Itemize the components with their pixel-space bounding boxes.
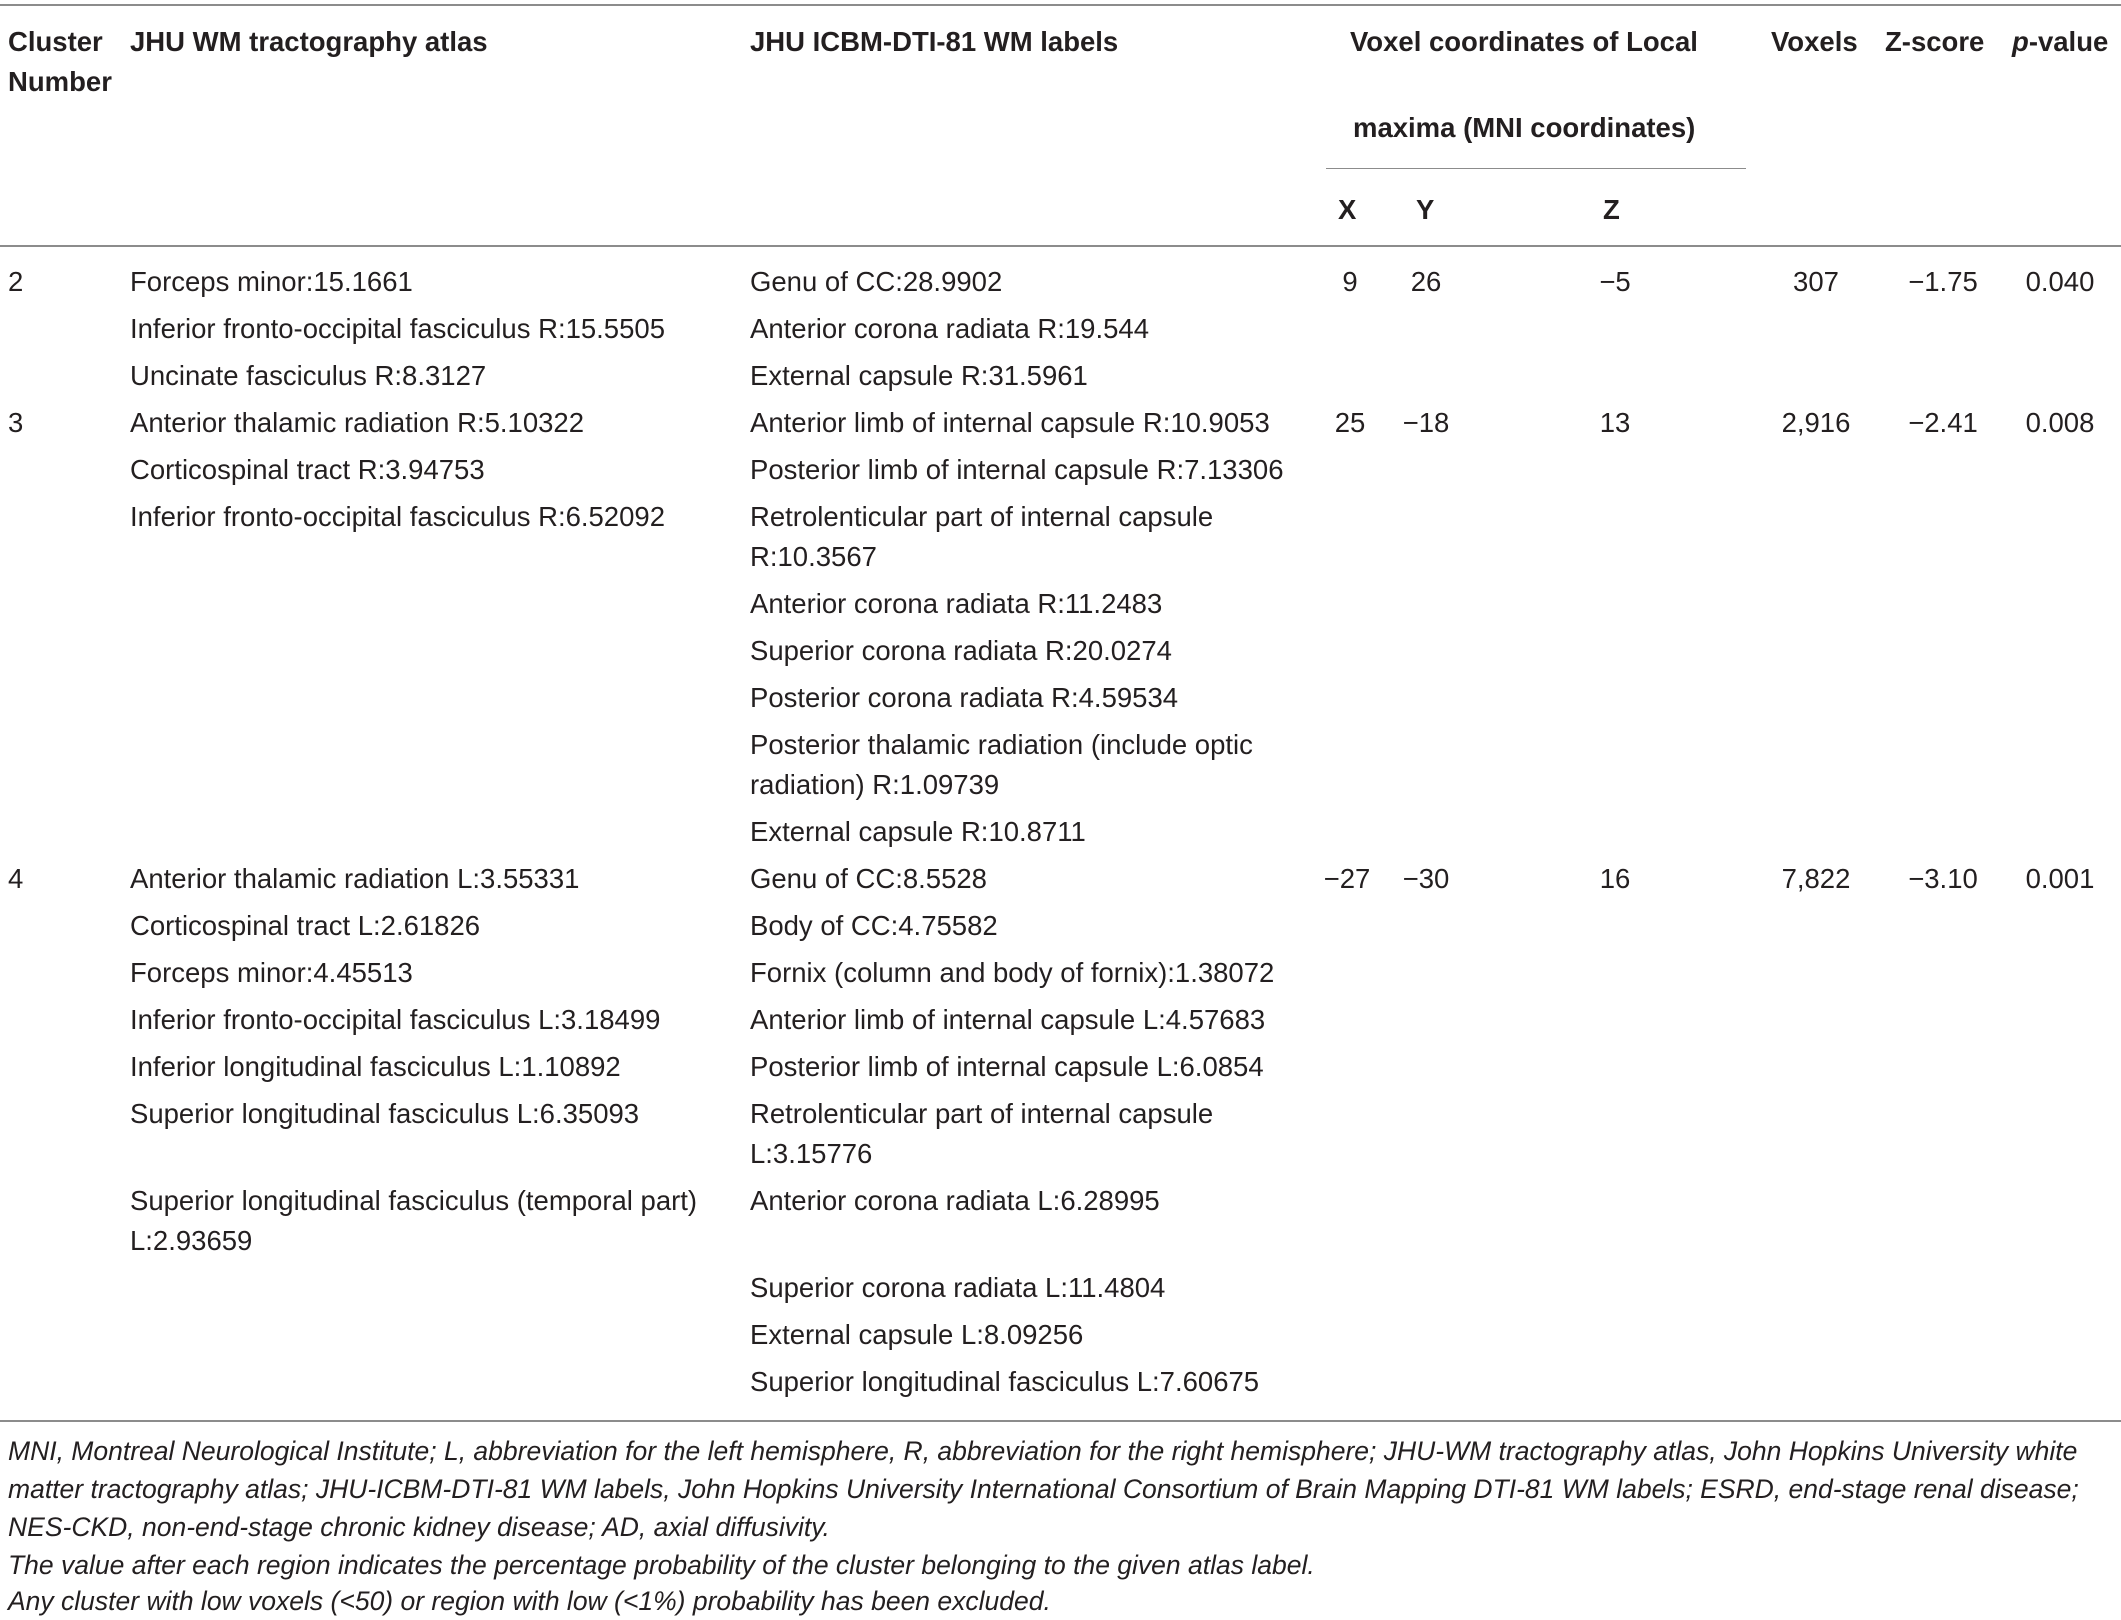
icbm-label: Posterior corona radiata R:4.59534 (750, 682, 1179, 713)
cluster-number: 3 (8, 407, 24, 438)
icbm-label: Retrolenticular part of internal capsule L:3.15776 (750, 1098, 1214, 1169)
header-cluster-number: Cluster Number (8, 26, 112, 97)
tract-label: Superior longitudinal fasciculus L:6.35093 (130, 1098, 640, 1129)
coord-z: 16 (1599, 863, 1631, 894)
header-rule (0, 245, 2121, 247)
header-y: Y (1416, 194, 1435, 225)
tract-label: Anterior thalamic radiation L:3.55331 (130, 863, 580, 894)
cluster-number: 2 (8, 266, 24, 297)
icbm-label: Anterior limb of internal capsule L:4.57683 (750, 1004, 1266, 1035)
coord-y: −30 (1402, 863, 1450, 894)
coord-z: −5 (1599, 266, 1631, 297)
header-voxels: Voxels (1771, 26, 1858, 57)
voxels-value: 2,916 (1781, 407, 1851, 438)
icbm-label: Posterior limb of internal capsule L:6.0854 (750, 1051, 1264, 1082)
icbm-label: Anterior limb of internal capsule R:10.9053 (750, 407, 1270, 438)
tract-label: Forceps minor:15.1661 (130, 266, 413, 297)
icbm-label: Posterior limb of internal capsule R:7.13306 (750, 454, 1284, 485)
table-footnote-probability: The value after each region indicates the percentage probability of the cluster belonging to the given atlas label. (8, 1550, 1315, 1580)
tract-label: Corticospinal tract R:3.94753 (130, 454, 485, 485)
header-coords-line1: Voxel coordinates of Local (1350, 26, 1698, 57)
header-p-rest: -value (2028, 26, 2109, 57)
header-p-value (2012, 22, 2108, 62)
icbm-label: External capsule R:10.8711 (750, 816, 1086, 847)
tract-label: Anterior thalamic radiation R:5.10322 (130, 407, 585, 438)
tract-label: Forceps minor:4.45513 (130, 957, 413, 988)
tract-label: Uncinate fasciculus R:8.3127 (130, 360, 487, 391)
icbm-label: Superior corona radiata R:20.0274 (750, 635, 1172, 666)
table-footnote-abbreviations: MNI, Montreal Neurological Institute; L, abbreviation for the left hemisphere, R, abbreviation for the right hemisphere; JHU-WM tractography atlas, John Hopkins University white matter tractography atlas; JHU-ICBM-DTI-81 WM labels, John Hopkins University International Consortium of Brain Mapping DTI-81 WM labels; ESRD, end-stage renal disease; NES-CKD, non-end-stage chronic kidney disease; AD, axial diffusivity. (8, 1436, 2079, 1542)
p-value: 0.001 (2025, 863, 2095, 894)
icbm-label: External capsule L:8.09256 (750, 1319, 1084, 1350)
header-z-score: Z-score (1885, 26, 1985, 57)
z-score-value: −1.75 (1908, 266, 1978, 297)
icbm-label: Anterior corona radiata R:11.2483 (750, 588, 1163, 619)
voxels-value: 7,822 (1781, 863, 1851, 894)
icbm-label: Anterior corona radiata L:6.28995 (750, 1185, 1160, 1216)
p-value: 0.008 (2025, 407, 2095, 438)
z-score-value: −2.41 (1908, 407, 1978, 438)
coord-x: −27 (1323, 863, 1371, 894)
header-jhu-tractography: JHU WM tractography atlas (130, 26, 488, 57)
bottom-rule (0, 1420, 2121, 1422)
top-rule (0, 4, 2121, 6)
tract-label: Inferior fronto-occipital fasciculus L:3.18499 (130, 1004, 661, 1035)
coord-x: 9 (1342, 266, 1358, 297)
coords-header-rule (1326, 168, 1746, 169)
tract-label: Inferior fronto-occipital fasciculus R:15.5505 (130, 313, 665, 344)
icbm-label: Genu of CC:28.9902 (750, 266, 1003, 297)
p-value: 0.040 (2025, 266, 2095, 297)
tract-label: Inferior fronto-occipital fasciculus R:6.52092 (130, 501, 665, 532)
coord-x: 25 (1334, 407, 1366, 438)
header-p-italic: p (2012, 26, 2029, 57)
tract-label: Inferior longitudinal fasciculus L:1.10892 (130, 1051, 621, 1082)
coord-z: 13 (1599, 407, 1631, 438)
icbm-label: External capsule R:31.5961 (750, 360, 1088, 391)
icbm-label: Genu of CC:8.5528 (750, 863, 987, 894)
icbm-label: Superior longitudinal fasciculus L:7.60675 (750, 1366, 1260, 1397)
icbm-label: Anterior corona radiata R:19.544 (750, 313, 1149, 344)
coord-y: 26 (1410, 266, 1442, 297)
header-coords-line2: maxima (MNI coordinates) (1353, 112, 1696, 143)
voxels-value: 307 (1793, 266, 1839, 297)
icbm-label: Body of CC:4.75582 (750, 910, 998, 941)
header-x: X (1338, 194, 1357, 225)
header-z: Z (1603, 194, 1620, 225)
header-jhu-icbm: JHU ICBM-DTI-81 WM labels (750, 26, 1119, 57)
table-footnote-exclusion: Any cluster with low voxels (<50) or region with low (<1%) probability has been excluded. (8, 1586, 1051, 1616)
cluster-number: 4 (8, 863, 24, 894)
icbm-label: Superior corona radiata L:11.4804 (750, 1272, 1166, 1303)
icbm-label: Fornix (column and body of fornix):1.38072 (750, 957, 1275, 988)
icbm-label: Posterior thalamic radiation (include optic radiation) R:1.09739 (750, 729, 1253, 800)
z-score-value: −3.10 (1908, 863, 1978, 894)
tract-label: Superior longitudinal fasciculus (temporal part) L:2.93659 (130, 1185, 698, 1256)
icbm-label: Retrolenticular part of internal capsule R:10.3567 (750, 501, 1214, 572)
tract-label: Corticospinal tract L:2.61826 (130, 910, 481, 941)
coord-y: −18 (1402, 407, 1450, 438)
